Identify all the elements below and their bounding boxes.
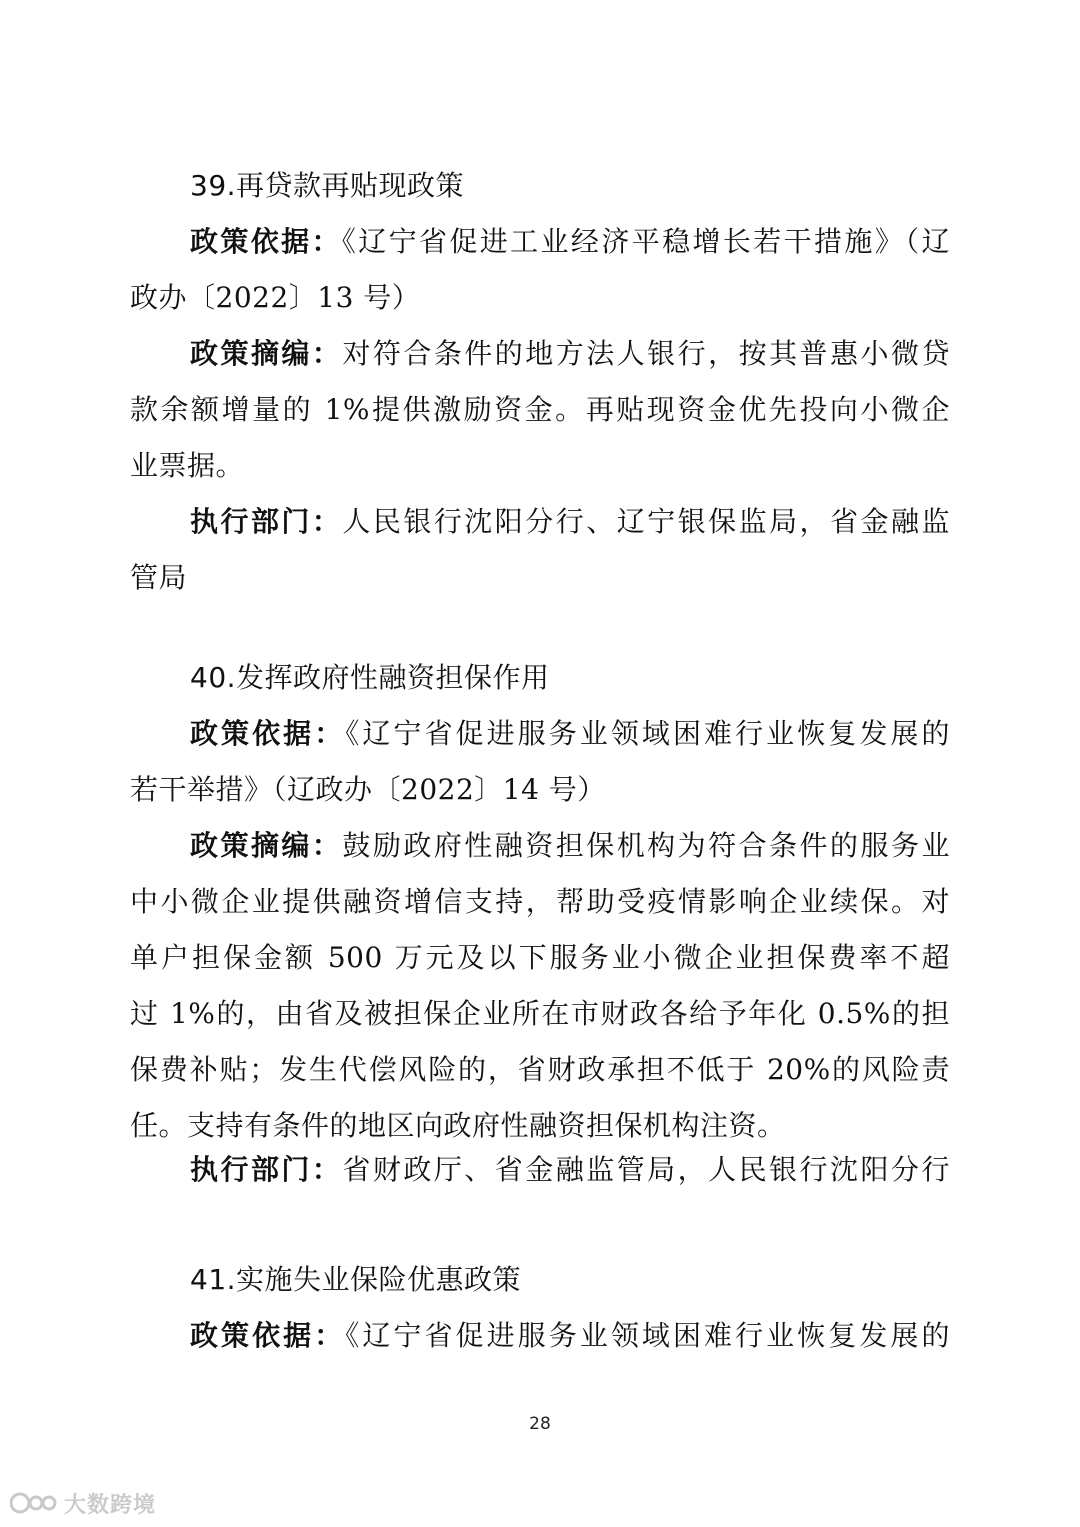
executing-dept-line [190,502,950,542]
watermark-text: 大数跨境 [64,1492,157,1518]
executing-dept-text: 人民银行沈阳分行、辽宁银保监局，省金融监 [342,505,950,538]
section-heading: 39.再贷款再贴现政策 [190,169,465,202]
policy-basis-line [190,222,950,262]
policy-summary-text: 单户担保金额 500 万元及以下服务业小微企业担保费率不超 [130,941,950,974]
policy-summary-text: 鼓励政府性融资担保机构为符合条件的服务业 [342,829,950,862]
policy-basis-text: 《辽宁省促进服务业领域困难行业恢复发展的 [345,1319,950,1352]
policy-summary-text: 对符合条件的地方法人银行，按其普惠小微贷 [342,337,950,370]
policy-summary-label: 政策摘编： [190,829,343,862]
policy-basis-line [190,1316,950,1356]
executing-dept-label: 执行部门： [190,1153,343,1186]
executing-dept-text: 管局 [130,561,188,594]
executing-dept-line [190,1150,950,1190]
policy-basis-text: 《辽宁省促进工业经济平稳增长若干措施》（辽 [341,225,950,258]
policy-basis-line [190,714,950,754]
policy-summary-text: 中小微企业提供融资增信支持，帮助受疫情影响企业续保。对 [130,885,950,918]
executing-dept-text: 省财政厅、省金融监管局，人民银行沈阳分行 [342,1153,950,1186]
policy-basis-text: 若干举措》（辽政办〔2022〕14 号） [130,773,606,806]
policy-summary-text: 任。支持有条件的地区向政府性融资担保机构注资。 [130,1109,786,1142]
policy-basis-text: 《辽宁省促进服务业领域困难行业恢复发展的 [345,717,950,750]
section-heading: 40.发挥政府性融资担保作用 [190,661,550,694]
policy-summary-label: 政策摘编： [190,337,343,370]
policy-summary-line [190,334,950,374]
policy-basis-label: 政策依据： [190,225,342,258]
policy-basis-text: 政办〔2022〕13 号） [130,281,421,314]
executing-dept-label: 执行部门： [190,505,343,538]
policy-summary-text: 款余额增量的 1%提供激励资金。再贴现资金优先投向小微企 [130,393,950,426]
watermark [10,1488,156,1518]
policy-summary-line [190,826,950,866]
policy-summary-text: 业票据。 [130,449,245,482]
policy-summary-text: 过 1%的，由省及被担保企业所在市财政各给予年化 0.5%的担 [130,997,950,1030]
policy-summary-text: 保费补贴；发生代偿风险的，省财政承担不低于 20%的风险责 [130,1053,950,1086]
policy-basis-label: 政策依据： [190,717,346,750]
watermark-logo-icon [10,1490,58,1516]
policy-basis-label: 政策依据： [190,1319,346,1352]
section-heading: 41.实施失业保险优惠政策 [190,1263,522,1296]
page-number: 28 [529,1414,551,1434]
